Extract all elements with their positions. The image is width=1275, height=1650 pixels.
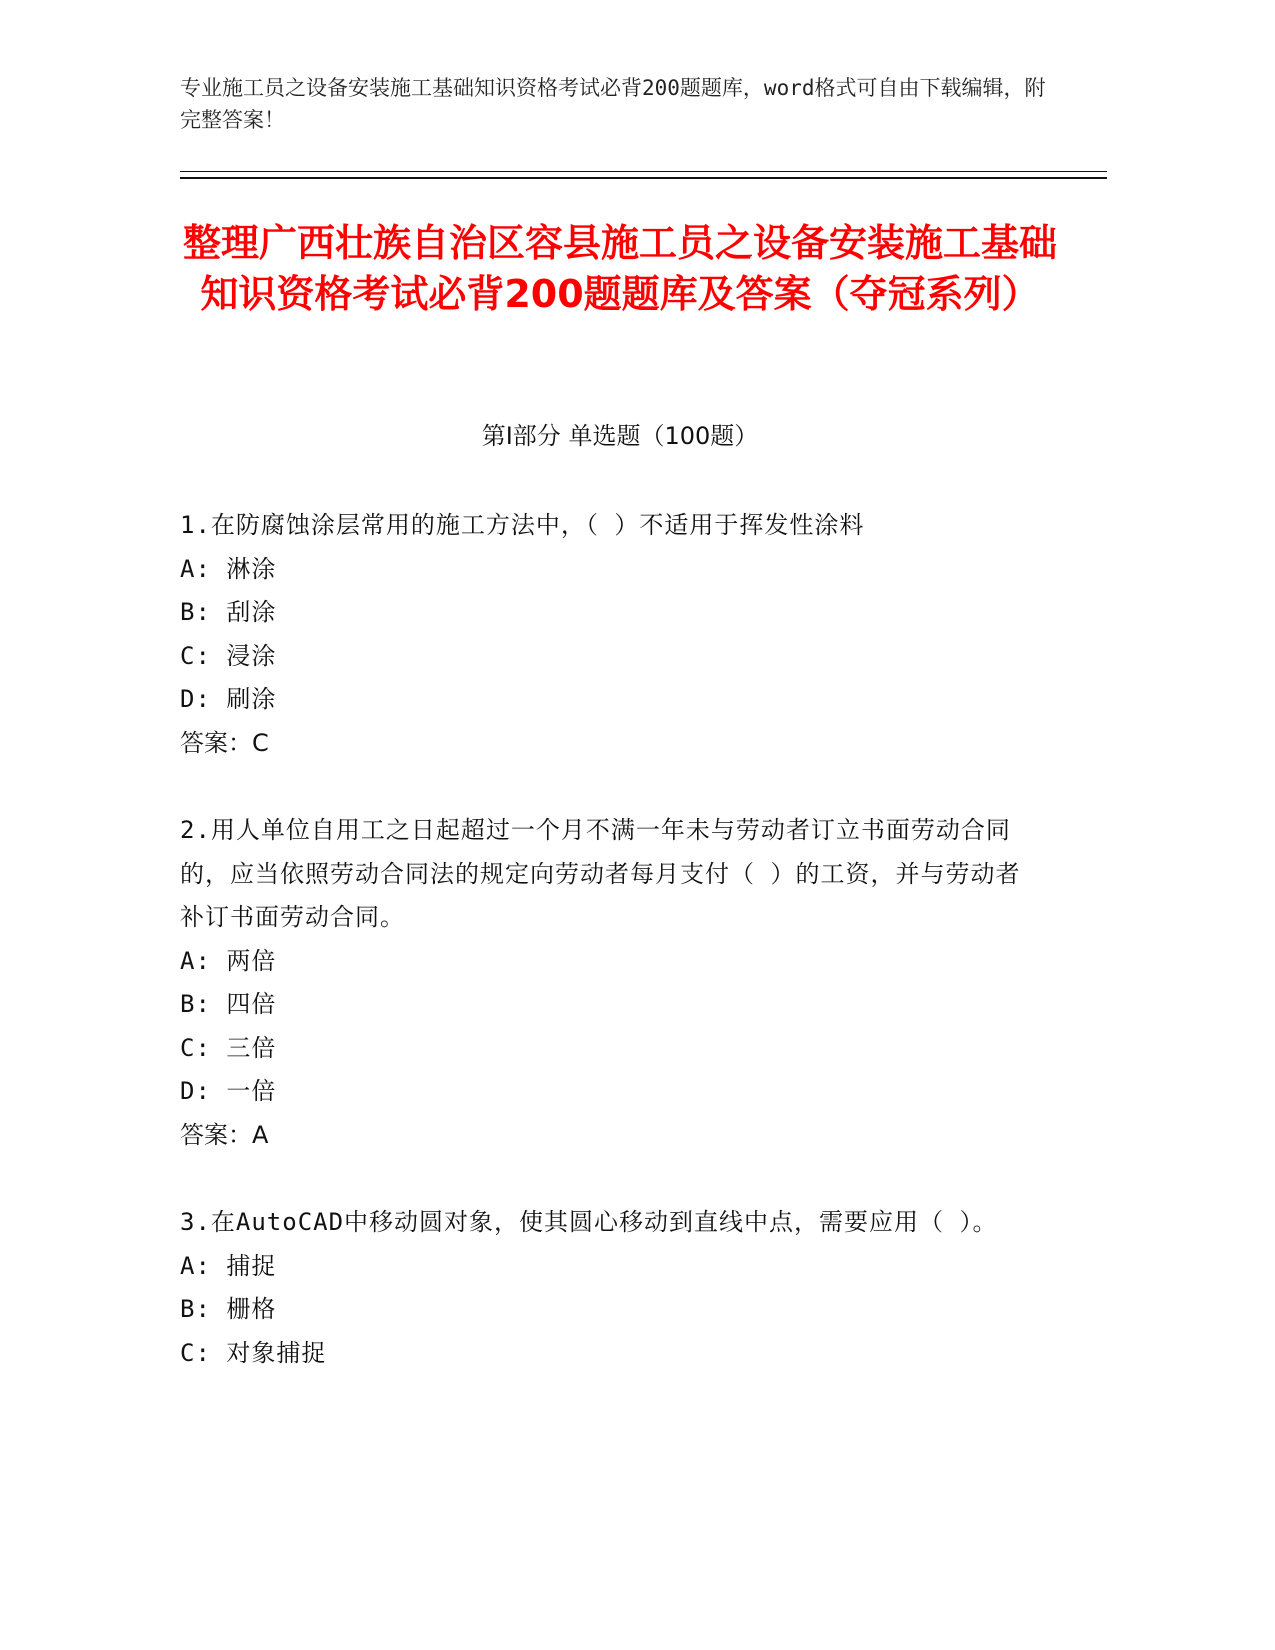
option-d: D: 刷涂 — [180, 685, 277, 713]
document-title: 整理广西壮族自治区容县施工员之设备安装施工基础知识资格考试必背200题题库及答案（夺冠系列） — [182, 221, 1057, 316]
option-b: B: 刮涂 — [180, 598, 277, 626]
option-d: D: 一倍 — [180, 1077, 277, 1105]
header-rule-thin — [180, 171, 1107, 172]
answer-label: 答案：C — [180, 728, 269, 757]
option-c: C: 对象捕捉 — [180, 1338, 327, 1367]
option-a: A: 捕捉 — [180, 1251, 277, 1280]
question-list — [180, 504, 1040, 1419]
option-c: C: 三倍 — [180, 1033, 277, 1062]
option-a: A: 两倍 — [180, 946, 277, 975]
answer-label: 答案：A — [180, 1120, 269, 1149]
header-note: 专业施工员之设备安装施工基础知识资格考试必背200题题库，word格式可自由下载编辑，附完整答案！ — [180, 76, 1046, 132]
question-3 — [180, 1201, 1040, 1375]
option-b: B: 栅格 — [180, 1295, 277, 1323]
question-text: 1.在防腐蚀涂层常用的施工方法中，（ ）不适用于挥发性涂料 — [180, 511, 865, 539]
question-1 — [180, 504, 1040, 765]
question-text: 2.用人单位自用工之日起超过一个月不满一年未与劳动者订立书面劳动合同的，应当依照劳动合同法的规定向劳动者每月支付（ ）的工资，并与劳动者补订书面劳动合同。 — [180, 816, 1021, 931]
question-text: 3.在AutoCAD中移动圆对象，使其圆心移动到直线中点，需要应用（ ）。 — [180, 1208, 998, 1236]
option-c: C: 浸涂 — [180, 641, 277, 670]
option-b: B: 四倍 — [180, 990, 277, 1018]
option-a: A: 淋涂 — [180, 554, 277, 583]
question-2 — [180, 809, 1040, 1157]
section-heading: 第I部分 单选题（100题） — [481, 422, 759, 450]
header-rule-thick — [180, 177, 1107, 179]
